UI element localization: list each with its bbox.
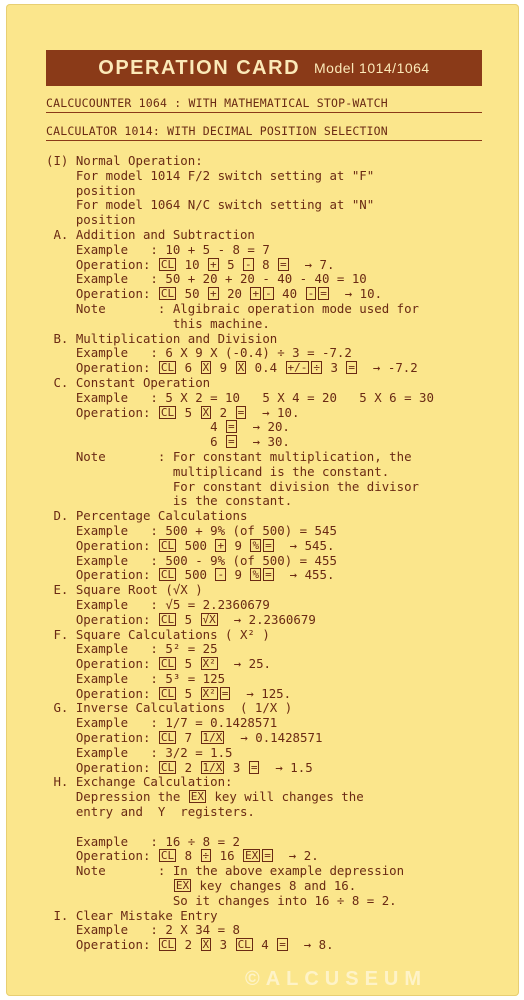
calculator-key: CL xyxy=(160,760,175,774)
instruction-line xyxy=(46,820,486,835)
instruction-line: Note : Algibraic operation mode used for xyxy=(46,300,419,316)
instruction-line: Example : 10 + 5 - 8 = 7 xyxy=(46,241,270,257)
instruction-line: Note : For constant multiplication, the xyxy=(46,448,412,464)
instruction-line: For constant division the divisor xyxy=(46,478,419,494)
card-title-banner xyxy=(46,50,482,86)
instruction-line: position xyxy=(46,182,136,198)
instruction-line: Example : 16 ÷ 8 = 2 xyxy=(46,833,240,849)
calculator-key: X² xyxy=(202,657,216,671)
instruction-line: Operation: CL 500 - 9 % = → 455. xyxy=(46,567,335,583)
calculator-key: CL xyxy=(160,287,175,301)
calculator-key: - xyxy=(265,287,272,301)
instruction-line: Operation: CL 50 + 20 + - 40 - = → 10. xyxy=(46,286,383,302)
instruction-line: 4 = → 20. xyxy=(46,419,290,435)
instruction-line: (I) Normal Operation: xyxy=(46,153,203,168)
card-title: OPERATION CARD xyxy=(98,56,301,79)
calculator-key: + xyxy=(210,287,217,301)
model-label: Model 1014/1064 xyxy=(314,60,430,76)
instruction-line: Example : 500 - 9% (of 500) = 455 xyxy=(46,552,337,568)
calculator-key: X xyxy=(202,361,210,375)
calculator-key: = xyxy=(279,938,286,952)
calculator-key: % xyxy=(252,538,260,552)
instruction-line: Operation: CL 10 + 5 - 8 = → 7. xyxy=(46,256,335,272)
instruction-line: Operation: CL 5 X² → 25. xyxy=(46,656,272,672)
calculator-key: 1/X xyxy=(202,760,223,774)
calculator-key: X xyxy=(237,361,245,375)
instruction-line: Example : 5 X 2 = 10 5 X 4 = 20 5 X 6 = 30 xyxy=(46,389,434,405)
calculator-key: + xyxy=(217,538,225,552)
instruction-line: E. Square Root (√X ) xyxy=(46,582,203,598)
calculator-key: % xyxy=(252,568,260,582)
subtitle-divider xyxy=(46,140,482,141)
calculator-key: - xyxy=(217,568,225,582)
instruction-line: F. Square Calculations ( X² ) xyxy=(46,626,270,642)
instruction-line: G. Inverse Calculations ( 1/X ) xyxy=(46,700,293,716)
instruction-line: Depression the EX key will changes the xyxy=(46,789,364,805)
calculator-key: +/- xyxy=(287,361,308,375)
calculator-key: CL xyxy=(160,405,175,419)
instruction-line: B. Multiplication and Division xyxy=(46,330,278,346)
calculator-key: = xyxy=(264,849,271,863)
calculator-key: CL xyxy=(160,538,175,552)
instruction-line: Example : 3/2 = 1.5 xyxy=(46,744,233,760)
instruction-line: Example : 1/7 = 0.1428571 xyxy=(46,715,278,731)
calculator-key: ÷ xyxy=(313,361,320,375)
instruction-line: Note : In the above example depression xyxy=(46,863,405,879)
instruction-line: EX key changes 8 and 16. xyxy=(175,878,357,894)
calculator-key: CL xyxy=(160,849,175,863)
instruction-line: Operation: CL 5 X 2 = → 10. xyxy=(46,404,300,420)
instruction-line: 6 = → 30. xyxy=(46,434,290,450)
instruction-line: For model 1014 F/2 switch setting at "F" xyxy=(46,167,375,183)
calculator-key: CL xyxy=(237,938,251,952)
calculator-key: X² xyxy=(202,686,216,700)
calculator-key: = xyxy=(265,568,272,582)
calculator-key: = xyxy=(280,257,287,271)
calculator-key: CL xyxy=(160,612,175,626)
instruction-line: H. Exchange Calculation: xyxy=(46,774,233,790)
calculator-key: = xyxy=(250,760,258,774)
instruction-line: Operation: CL 2 X 3 CL 4 = → 8. xyxy=(46,937,334,953)
instruction-line: Example : 5³ = 125 xyxy=(46,670,226,686)
calculator-key: √X xyxy=(202,612,216,626)
instruction-line: Example : 5² = 25 xyxy=(46,641,218,657)
calculator-key: X xyxy=(202,405,210,419)
watermark: ©ALCUSEUM xyxy=(244,968,428,990)
instruction-line: Example : √5 = 2.2360679 xyxy=(46,596,270,612)
calculator-key: = xyxy=(265,538,272,552)
calculator-key: 1/X xyxy=(202,731,223,745)
calculator-key: CL xyxy=(160,568,175,582)
instruction-line: is the constant. xyxy=(46,493,293,509)
instruction-line: entry and Y registers. xyxy=(46,804,255,820)
calculator-subtitle: CALCULATOR 1014: WITH DECIMAL POSITION SELECTION xyxy=(46,124,388,138)
instruction-line: this machine. xyxy=(46,315,270,331)
instruction-line: Example : 2 X 34 = 8 xyxy=(46,922,240,938)
calculator-key: CL xyxy=(160,686,175,700)
calculator-key: ÷ xyxy=(202,849,210,863)
instruction-line: Operation: CL 5 X² = → 125. xyxy=(46,685,292,701)
instruction-line: C. Constant Operation xyxy=(46,374,211,390)
instruction-line: For model 1064 N/C switch setting at "N" xyxy=(46,197,375,213)
calculator-key: CL xyxy=(160,257,175,271)
instructions-body xyxy=(46,154,486,953)
instruction-line: So it changes into 16 ÷ 8 = 2. xyxy=(46,892,397,908)
calculator-key: CL xyxy=(160,361,175,375)
calculator-key: = xyxy=(228,435,235,449)
calculator-key: EX xyxy=(175,879,190,893)
instruction-line: Operation: CL 6 X 9 X 0.4 +/- ÷ 3 = → -7.2 xyxy=(46,360,418,376)
instruction-line: Operation: CL 8 ÷ 16 EX = → 2. xyxy=(46,848,319,864)
calcucounter-subtitle: CALCUCOUNTER 1064 : WITH MATHEMATICAL STOP-WATCH xyxy=(46,96,388,110)
instruction-line: multiplicand is the constant. xyxy=(46,463,390,479)
calculator-key: CL xyxy=(160,731,175,745)
calculator-key: - xyxy=(245,257,252,271)
instruction-line: D. Percentage Calculations xyxy=(46,508,248,524)
instruction-line: Operation: CL 5 √X → 2.2360679 xyxy=(46,611,316,627)
calculator-key: = xyxy=(228,420,235,434)
calculator-key: X xyxy=(202,938,210,952)
instruction-line: position xyxy=(46,212,136,228)
calculator-key: = xyxy=(320,287,327,301)
subtitle-divider xyxy=(46,112,482,113)
instruction-line: Example : 50 + 20 + 20 - 40 - 40 = 10 xyxy=(46,271,367,287)
instruction-line: Example : 500 + 9% (of 500) = 545 xyxy=(46,522,337,538)
calculator-key: EX xyxy=(190,790,204,804)
calculator-key: CL xyxy=(160,938,175,952)
instruction-line: Example : 6 X 9 X (-0.4) ÷ 3 = -7.2 xyxy=(46,345,352,361)
calculator-key: = xyxy=(221,686,229,700)
calculator-key: - xyxy=(307,287,315,301)
instruction-line: I. Clear Mistake Entry xyxy=(46,907,218,923)
instruction-line: Operation: CL 7 1/X → 0.1428571 xyxy=(46,730,323,746)
instruction-line: Operation: CL 500 + 9 % = → 545. xyxy=(46,537,335,553)
instruction-line: Operation: CL 2 1/X 3 = → 1.5 xyxy=(46,759,313,775)
calculator-key: + xyxy=(252,287,260,301)
instruction-line: A. Addition and Subtraction xyxy=(46,226,255,242)
calculator-key: = xyxy=(237,405,245,419)
calculator-key: EX xyxy=(245,849,259,863)
calculator-key: CL xyxy=(160,657,175,671)
calculator-key: = xyxy=(348,361,356,375)
calculator-key: + xyxy=(210,257,217,271)
